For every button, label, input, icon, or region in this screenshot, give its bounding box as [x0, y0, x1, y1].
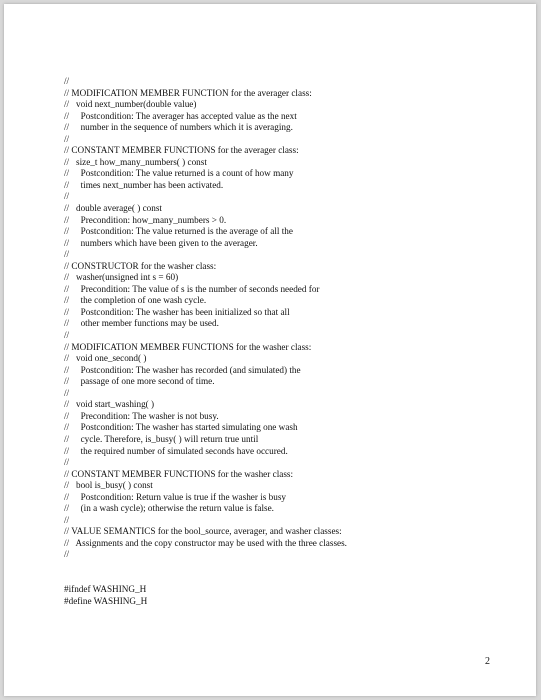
code-line: // CONSTANT MEMBER FUNCTIONS for the washer class:: [64, 468, 294, 479]
page-number: 2: [485, 656, 490, 667]
code-line: // Postcondition: The washer has been initialized so that all: [64, 306, 290, 317]
code-line: //: [64, 514, 70, 525]
code-line: [64, 561, 504, 573]
code-line: // washer(unsigned int s = 60): [64, 272, 179, 283]
code-line: // number in the sequence of numbers which it is averaging.: [64, 122, 293, 133]
code-line: // double average( ) const: [64, 203, 162, 214]
code-line: // void start_washing( ): [64, 399, 155, 410]
code-line: //: [64, 330, 70, 341]
code-line: // CONSTRUCTOR for the washer class:: [64, 260, 217, 271]
code-comment-block: [64, 76, 504, 607]
code-line: // Assignments and the copy constructor may be used with the three classes.: [64, 537, 347, 548]
code-line: //: [64, 549, 70, 560]
code-line: // Precondition: how_many_numbers > 0.: [64, 214, 227, 225]
code-line: // Postcondition: The value returned is the average of all the: [64, 226, 293, 237]
code-line: // MODIFICATION MEMBER FUNCTION for the averager class:: [64, 87, 312, 98]
document-page: [4, 4, 536, 696]
code-line: //: [64, 249, 70, 260]
code-line: //: [64, 191, 70, 202]
code-line: // bool is_busy( ) const: [64, 480, 153, 491]
code-line: // other member functions may be used.: [64, 318, 219, 329]
code-line: // (in a wash cycle); otherwise the return value is false.: [64, 503, 274, 514]
code-line: // Precondition: The value of s is the number of seconds needed for: [64, 283, 320, 294]
code-line: // VALUE SEMANTICS for the bool_source, averager, and washer classes:: [64, 526, 342, 537]
code-line: // void one_second( ): [64, 353, 147, 364]
code-line: // cycle. Therefore, is_busy( ) will return true until: [64, 433, 259, 444]
code-line: // MODIFICATION MEMBER FUNCTIONS for the washer class:: [64, 341, 312, 352]
code-line: //: [64, 133, 70, 144]
code-line: // CONSTANT MEMBER FUNCTIONS for the averager class:: [64, 145, 299, 156]
code-line: // void next_number(double value): [64, 99, 197, 110]
code-line: // Postcondition: Return value is true if the washer is busy: [64, 491, 287, 502]
code-line: //: [64, 457, 70, 468]
code-line: // size_t how_many_numbers( ) const: [64, 156, 207, 167]
code-line: // Postcondition: The averager has accepted value as the next: [64, 110, 297, 121]
code-line: // Postcondition: The washer has recorded (and simulated) the: [64, 364, 301, 375]
code-line: // Precondition: The washer is not busy.: [64, 410, 219, 421]
code-line: // Postcondition: The value returned is a count of how many: [64, 168, 294, 179]
code-line: #ifndef WASHING_H: [64, 584, 147, 595]
code-line: //: [64, 387, 70, 398]
code-line: // the required number of simulated seconds have occured.: [64, 445, 288, 456]
code-line: // the completion of one wash cycle.: [64, 295, 207, 306]
code-line: // numbers which have been given to the averager.: [64, 237, 258, 248]
code-line: // times next_number has been activated.: [64, 179, 224, 190]
code-line: #define WASHING_H: [64, 595, 148, 606]
code-line: [64, 573, 504, 585]
code-line: //: [64, 76, 70, 86]
code-line: // Postcondition: The washer has started simulating one wash: [64, 422, 298, 433]
code-line: // passage of one more second of time.: [64, 376, 215, 387]
